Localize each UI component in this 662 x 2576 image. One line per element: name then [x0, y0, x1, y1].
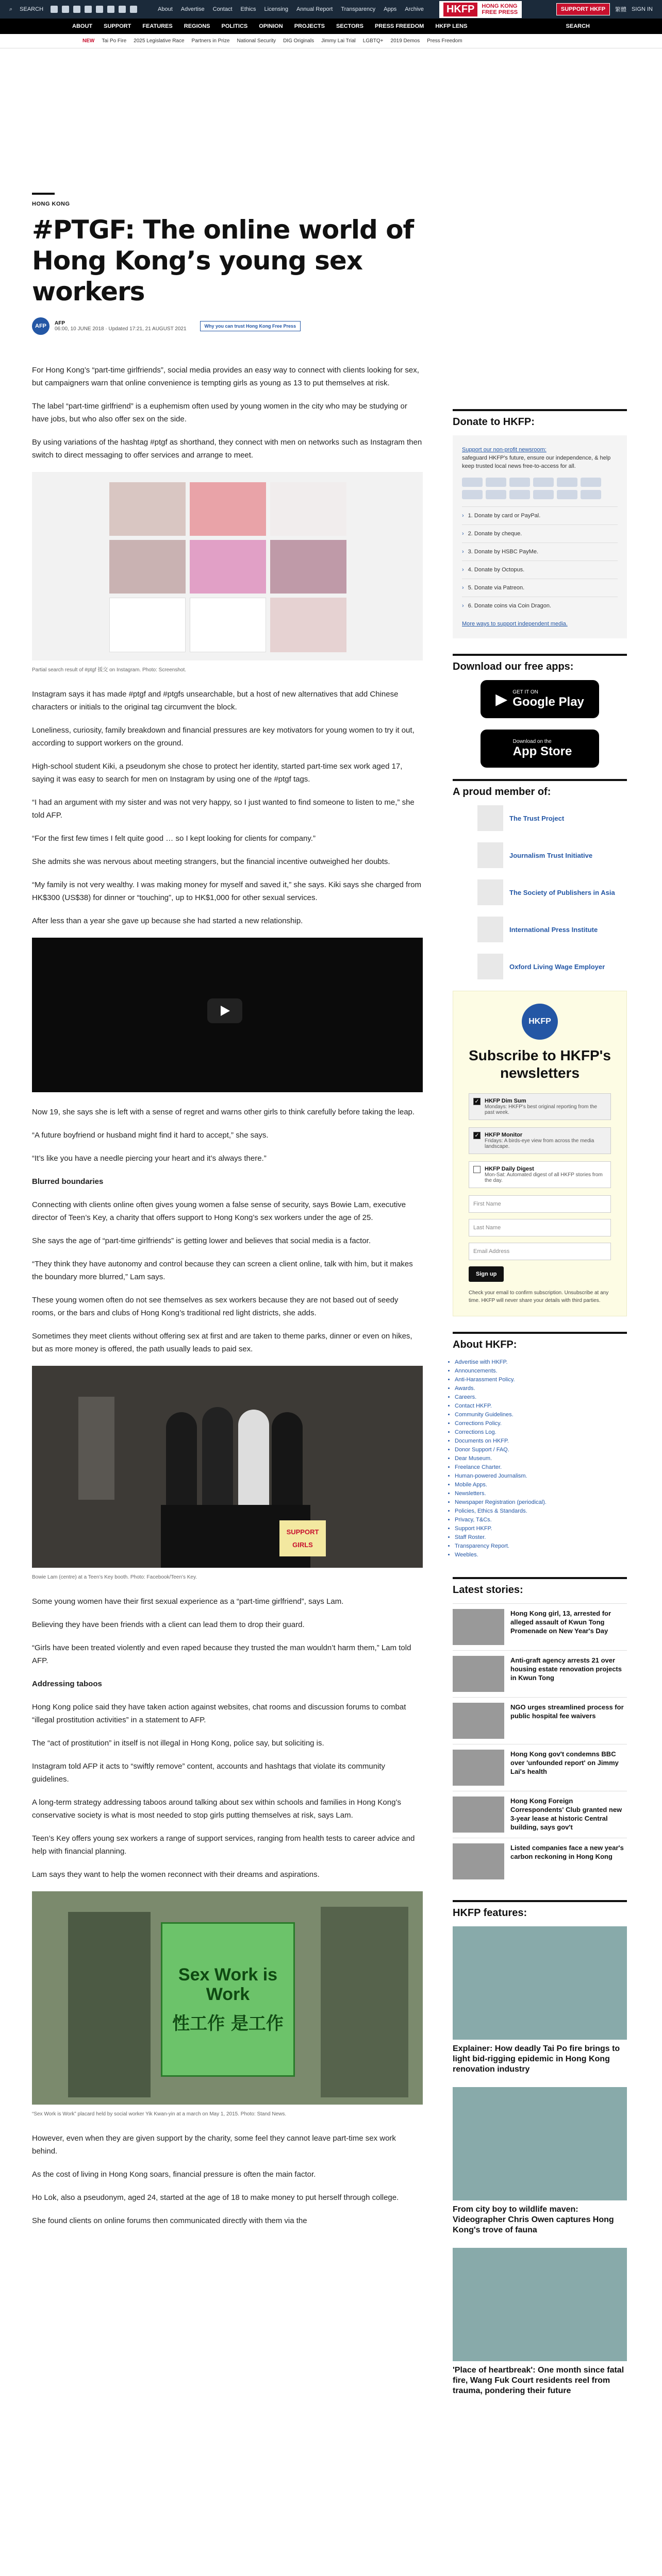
- sign-in-link[interactable]: SIGN IN: [632, 6, 653, 12]
- newsletter-option[interactable]: [469, 1093, 611, 1120]
- article-paragraph: Loneliness, curiosity, family breakdown and financial pressures are key motivators for young women to try it out, according to support workers on the ground.: [32, 726, 415, 748]
- feature-image: [453, 2248, 627, 2361]
- top-link[interactable]: Archive: [405, 6, 424, 12]
- ticker-item[interactable]: LGBTQ+: [362, 38, 384, 44]
- patreon-icon: [533, 490, 554, 499]
- article-paragraph: However, even when they are given support by the charity, some feel they cannot leave part-time sex work behind.: [32, 2134, 396, 2156]
- about-link[interactable]: • Newsletters.: [455, 1489, 627, 1498]
- newsletter-option[interactable]: [469, 1127, 611, 1154]
- article-paragraph: For Hong Kong’s “part-time girlfriends”, social media provides an easy way to connect with clients looking for sex, but campaigners warn that online convenience is tempting girls as young as 13 to put themselves at risk.: [32, 366, 419, 387]
- app-store-button[interactable]: Download on the App Store: [481, 730, 599, 768]
- article-paragraph: Instagram says it has made #ptgf and #ptgfs unsearchable, but a host of new alternatives that add Chinese characters or initials to the original tag circumvent the block.: [32, 690, 399, 711]
- member-logo: [477, 954, 503, 979]
- placard-english: Sex Work is Work: [178, 1965, 278, 2004]
- top-utility-bar: [0, 0, 662, 19]
- donate-option-label: 5. Donate via Patreon.: [468, 585, 525, 591]
- top-link[interactable]: About: [158, 6, 173, 12]
- feature-title[interactable]: Explainer: How deadly Tai Po fire brings to light bid-rigging epidemic in Hong Kong renovation industry: [453, 2044, 620, 2074]
- article-paragraph: The label “part-time girlfriend” is a euphemism often used by young women in the city who may be studying or have jobs, but who also offer sex on the side.: [32, 402, 407, 423]
- donate-option-label: 2. Donate by cheque.: [468, 531, 522, 537]
- google-play-button[interactable]: ▶ GET IT ON Google Play: [481, 680, 599, 718]
- section-label[interactable]: HONG KONG: [32, 201, 70, 207]
- new-label: NEW: [82, 38, 95, 44]
- article-paragraph: Ho Lok, also a pseudonym, aged 24, started at the age of 18 to make money to put herself through college.: [32, 2193, 399, 2202]
- member-item[interactable]: [477, 917, 627, 942]
- top-link[interactable]: Advertise: [180, 6, 205, 12]
- payment-icons: [462, 478, 618, 499]
- donate-option[interactable]: [462, 561, 618, 579]
- ticker-item[interactable]: Tai Po Fire: [102, 38, 127, 44]
- article-paragraph: These young women often do not see themselves as sex workers because they are not based out of seedy rooms, or the bars and clubs of Hong Kong’s traditional red light districts, she adds.: [32, 1296, 399, 1317]
- story-title[interactable]: Anti-graft agency arrests 21 over housing estate renovation projects in Kwun Tong: [510, 1656, 622, 1682]
- story-thumbnail: [453, 1750, 504, 1786]
- google-play-icon: ▶: [495, 690, 508, 708]
- top-link[interactable]: Contact: [212, 6, 233, 12]
- donate-option[interactable]: [462, 543, 618, 561]
- newsletter-checkbox[interactable]: ✓: [473, 1132, 481, 1139]
- about-link[interactable]: • Community Guidelines.: [455, 1411, 627, 1419]
- article-paragraph: Teen’s Key offers young sex workers a range of support services, ranging from health tests to career advice and help with financial planning.: [32, 1834, 415, 1856]
- about-link[interactable]: • Weebles.: [455, 1551, 627, 1560]
- main-nav: [0, 19, 662, 34]
- subheading-blurred-boundaries: Blurred boundaries: [32, 1177, 104, 1186]
- story-thumbnail: [453, 1797, 504, 1833]
- byline: [32, 317, 423, 335]
- donate-text: safeguard HKFP's future, ensure our independence, & help keep trusted local news free-to-access for all.: [462, 455, 611, 469]
- article-paragraph: The “act of prostitution” in itself is not illegal in Hong Kong, police say, but soliciting is.: [32, 1739, 324, 1748]
- article-title: #PTGF: The online world of Hong Kong’s young sex workers: [32, 215, 414, 307]
- more-ways-link[interactable]: More ways to support independent media.: [462, 621, 568, 627]
- ticker-item[interactable]: 2019 Demos: [390, 38, 420, 44]
- top-links: [158, 6, 424, 12]
- top-link[interactable]: Licensing: [264, 6, 288, 12]
- email-field[interactable]: Email Address: [469, 1243, 611, 1260]
- about-link[interactable]: • Corrections Policy.: [455, 1419, 627, 1428]
- logo-text: HONG KONG FREE PRESS: [482, 3, 518, 15]
- story-title[interactable]: Hong Kong Foreign Correspondents' Club granted new 3-year lease at historic Central building, says gov't: [510, 1797, 622, 1831]
- member-name: The Society of Publishers in Asia: [509, 888, 615, 896]
- nav-item[interactable]: HKFP LENS: [435, 23, 468, 29]
- arrow-right-icon: ›: [462, 603, 464, 609]
- arrow-right-icon: ›: [462, 567, 464, 573]
- member-logo: [477, 805, 503, 831]
- ticker-item[interactable]: Jimmy Lai Trial: [321, 38, 356, 44]
- latest-title: Latest stories:: [453, 1577, 627, 1596]
- donate-option[interactable]: [462, 597, 618, 615]
- logo-mark: HKFP: [443, 3, 477, 16]
- article-paragraph: As the cost of living in Hong Kong soars, financial pressure is often the main factor.: [32, 2170, 316, 2179]
- member-logo: [477, 917, 503, 942]
- donate-option[interactable]: [462, 524, 618, 543]
- feature-title[interactable]: From city boy to wildlife maven: Videographer Chris Owen captures Hong Kong's trove of fauna: [453, 2205, 614, 2234]
- donate-option-label: 3. Donate by HSBC PayMe.: [468, 549, 539, 555]
- nav-item[interactable]: PROJECTS: [294, 23, 325, 29]
- donate-option[interactable]: [462, 579, 618, 597]
- about-link[interactable]: • Awards.: [455, 1384, 627, 1393]
- latest-story[interactable]: [453, 1744, 627, 1791]
- nav-item[interactable]: REGIONS: [184, 23, 210, 29]
- arrow-right-icon: ›: [462, 585, 464, 591]
- nav-item[interactable]: OPINION: [259, 23, 283, 29]
- article-paragraph: “I had an argument with my sister and was not very happy, so I just wanted to find someone to listen to me,” she told AFP.: [32, 798, 415, 820]
- ticker-item[interactable]: Partners in Prize: [191, 38, 230, 44]
- member-name: The Trust Project: [509, 814, 565, 822]
- member-name: Oxford Living Wage Employer: [509, 962, 605, 971]
- linkedin-icon[interactable]: [130, 6, 137, 13]
- placard-chinese: 性工作 是工作: [172, 2013, 284, 2034]
- first-name-field[interactable]: First Name: [469, 1195, 611, 1213]
- about-link[interactable]: • Corrections Log.: [455, 1428, 627, 1437]
- alipay-icon: [557, 490, 577, 499]
- search-link[interactable]: SEARCH: [20, 6, 44, 12]
- about-link[interactable]: • Contact HKFP.: [455, 1402, 627, 1411]
- article-paragraph: She admits she was nervous about meeting strangers, but the financial incentive outweighed her doubts.: [32, 857, 390, 866]
- article-paragraph: Now 19, she says she is left with a sense of regret and warns other girls to think carefully before taking the leap.: [32, 1108, 415, 1116]
- story-title[interactable]: Hong Kong girl, 13, arrested for alleged assault of Kwun Tong Promenade on New Year's Day: [510, 1609, 611, 1635]
- about-link[interactable]: • Mobile Apps.: [455, 1481, 627, 1489]
- donate-box: [453, 435, 627, 638]
- sex-work-placard-image: [32, 1891, 423, 2105]
- twitter-icon[interactable]: [62, 6, 69, 13]
- article-paragraph: Hong Kong police said they have taken action against websites, chat rooms and discussion forums to combat “illegal prostitution activities” in a statement to AFP.: [32, 1703, 406, 1724]
- newsletter-logo: HKFP: [522, 1004, 558, 1040]
- ticker-item[interactable]: DIG Originals: [283, 38, 315, 44]
- about-link[interactable]: • Policies, Ethics & Standards.: [455, 1507, 627, 1516]
- social-icons: [51, 6, 137, 13]
- nav-item[interactable]: PRESS FREEDOM: [374, 23, 424, 29]
- article-paragraph: Lam says they want to help the women reconnect with their dreams and aspirations.: [32, 1870, 320, 1879]
- sidebar: [453, 409, 627, 2409]
- top-link[interactable]: Ethics: [240, 6, 256, 12]
- donate-link[interactable]: Support our non-profit newsroom:: [462, 447, 547, 453]
- top-link[interactable]: Transparency: [341, 6, 376, 12]
- nav-item[interactable]: POLITICS: [221, 23, 248, 29]
- features-title: HKFP features:: [453, 1900, 627, 1919]
- article-body: [32, 364, 423, 2227]
- article-paragraph: Some young women have their first sexual experience as a “part-time girlfriend”, says Lam.: [32, 1597, 344, 1606]
- chinese-site-link[interactable]: 繁體: [615, 7, 627, 13]
- arrow-right-icon: ›: [462, 549, 464, 555]
- amex-icon: [509, 478, 530, 487]
- article-paragraph: “For the first few times I felt quite good … so I kept looking for clients for company.”: [32, 834, 316, 843]
- about-link[interactable]: • Freelance Charter.: [455, 1463, 627, 1472]
- member-title: A proud member of:: [453, 779, 627, 798]
- jcb-icon: [533, 478, 554, 487]
- article-paragraph: “Girls have been treated violently and even raped because they trusted the man wouldn’t harm them,” Lam told AFP.: [32, 1643, 411, 1665]
- member-name: International Press Institute: [509, 925, 598, 934]
- feature-image: [453, 1926, 627, 2040]
- article-paragraph: Believing they have been friends with a client can lead them to drop their guard.: [32, 1620, 305, 1629]
- visa-icon: [462, 478, 483, 487]
- member-item[interactable]: [477, 954, 627, 979]
- fps-icon: [509, 490, 530, 499]
- latest-story[interactable]: [453, 1650, 627, 1697]
- article-paragraph: Instagram told AFP it acts to “swiftly remove” content, accounts and hashtags that violate its community guidelines.: [32, 1762, 386, 1784]
- story-thumbnail: [453, 1703, 504, 1739]
- member-logo: [477, 842, 503, 868]
- article-paragraph: A long-term strategy addressing taboos around talking about sex within schools and families in Hong Kong’s conservative society is what is most needed to stop girls putting themselves at risk, says Lam.: [32, 1798, 401, 1820]
- donate-option-label: 4. Donate by Octopus.: [468, 567, 525, 573]
- author-avatar: AFP: [32, 317, 49, 335]
- youtube-icon[interactable]: [96, 6, 103, 13]
- mastercard-icon: [486, 478, 506, 487]
- play-icon[interactable]: [207, 998, 242, 1023]
- article-paragraph: After less than a year she gave up because she had started a new relationship.: [32, 917, 303, 925]
- nav-item[interactable]: SECTORS: [336, 23, 363, 29]
- apps-title: Download our free apps:: [453, 654, 627, 673]
- story-title[interactable]: NGO urges streamlined process for public hospital fee waivers: [510, 1703, 624, 1720]
- article-dates: 06:00, 10 JUNE 2018 · Updated 17:21, 21 AUGUST 2021: [55, 326, 187, 332]
- story-thumbnail: [453, 1656, 504, 1692]
- latest-story[interactable]: [453, 1603, 627, 1650]
- about-link[interactable]: • Human-powered Journalism.: [455, 1472, 627, 1481]
- facebook-icon[interactable]: [51, 6, 58, 13]
- nav-item[interactable]: SUPPORT: [104, 23, 131, 29]
- newsletter-name: HKFP Dim Sum: [485, 1098, 526, 1104]
- about-link[interactable]: • Advertise with HKFP.: [455, 1358, 627, 1367]
- arrow-right-icon: ›: [462, 513, 464, 519]
- newsletter-desc: Fridays: A birds-eye view from across the media landscape.: [485, 1138, 594, 1149]
- newsletter-desc: Mon-Sat: Automated digest of all HKFP stories from the day.: [485, 1172, 603, 1183]
- latest-story[interactable]: [453, 1838, 627, 1885]
- nav-search[interactable]: SEARCH: [566, 23, 590, 29]
- about-link[interactable]: • Donor Support / FAQ.: [455, 1446, 627, 1454]
- support-hkfp-button[interactable]: SUPPORT HKFP: [556, 3, 610, 15]
- trust-button[interactable]: Why you can trust Hong Kong Free Press: [200, 321, 301, 331]
- payme-icon: [462, 490, 483, 499]
- donate-title: Donate to HKFP:: [453, 409, 627, 428]
- member-logo: [477, 879, 503, 905]
- article-paragraph: “They think they have autonomy and control because they can screen a client online, talk with him, but it makes the boundary more blurred,” Lam says.: [32, 1260, 413, 1281]
- latest-story[interactable]: [453, 1791, 627, 1838]
- teens-key-booth-image: [32, 1366, 423, 1568]
- about-link[interactable]: • Careers.: [455, 1393, 627, 1402]
- nav-item[interactable]: ABOUT: [72, 23, 93, 29]
- about-list: [453, 1358, 627, 1560]
- newsletter-option[interactable]: [469, 1161, 611, 1188]
- last-name-field[interactable]: Last Name: [469, 1219, 611, 1236]
- member-item[interactable]: [477, 805, 627, 831]
- instagram-screenshot-image: [32, 472, 423, 660]
- ticker-item[interactable]: 2025 Legislative Race: [134, 38, 185, 44]
- threads-icon[interactable]: [85, 6, 92, 13]
- email-icon[interactable]: [119, 6, 126, 13]
- subheading-addressing-taboos: Addressing taboos: [32, 1680, 102, 1688]
- about-title: About HKFP:: [453, 1332, 627, 1351]
- member-item[interactable]: [477, 879, 627, 905]
- story-title[interactable]: Hong Kong gov't condemns BBC over 'unfounded report' on Jimmy Lai's health: [510, 1750, 619, 1775]
- about-link[interactable]: • Documents on HKFP.: [455, 1437, 627, 1446]
- about-link[interactable]: • Transparency Report.: [455, 1542, 627, 1551]
- newsletter-checkbox[interactable]: [473, 1166, 481, 1173]
- article-paragraph: Connecting with clients online often gives young women a false sense of security, says Bowie Lam, executive director of Teen’s Key, a charity that offers support to Hong Kong’s sex workers under the age of 25.: [32, 1200, 406, 1222]
- donate-option[interactable]: [462, 506, 618, 524]
- telegram-icon[interactable]: [107, 6, 114, 13]
- image-caption: Bowie Lam (centre) at a Teen’s Key booth. Photo: Facebook/Teen’s Key.: [32, 1574, 197, 1580]
- feature-image: [453, 2087, 627, 2200]
- article-paragraph: She says the age of “part-time girlfriends” is getting lower and believes that social media is a factor.: [32, 1236, 371, 1245]
- newsletter-name: HKFP Monitor: [485, 1132, 523, 1138]
- member-name: Journalism Trust Initiative: [509, 851, 593, 859]
- article-paragraph: “My family is not very wealthy. I was making money for myself and saved it,” she says. Kiki says she charged from HK$300 (US$38) for dinner or “touching”, up to HK$1,000 for other sexual services.: [32, 880, 421, 902]
- article-paragraph: High-school student Kiki, a pseudonym she chose to protect her identity, started part-time sex work aged 17, saying it was easy to search for men on Instagram by using one of the #ptgf tags.: [32, 762, 403, 784]
- ticker-item[interactable]: National Security: [237, 38, 276, 44]
- arrow-right-icon: ›: [462, 531, 464, 537]
- story-thumbnail: [453, 1843, 504, 1879]
- article-paragraph: Sometimes they meet clients without offering sex at first and are taken to theme parks, dinner or even on hikes, but as more money is offered, the path usually leads to paid sex.: [32, 1332, 412, 1353]
- newsletter-desc: Mondays: HKFP's best original reporting from the past week.: [485, 1104, 598, 1115]
- about-link[interactable]: • Dear Museum.: [455, 1454, 627, 1463]
- donate-option-label: 1. Donate by card or PayPal.: [468, 513, 541, 519]
- story-thumbnail: [453, 1609, 504, 1645]
- donate-option-label: 6. Donate coins via Coin Dragon.: [468, 603, 552, 609]
- about-link[interactable]: • Anti-Harassment Policy.: [455, 1376, 627, 1384]
- top-link[interactable]: Apps: [384, 6, 397, 12]
- newsletter-signup: [453, 991, 627, 1316]
- feature-title[interactable]: 'Place of heartbreak': One month since fatal fire, Wang Fuk Court residents reel from trauma, pondering their future: [453, 2366, 624, 2395]
- site-logo[interactable]: [439, 1, 522, 18]
- member-item[interactable]: [477, 842, 627, 868]
- newsletter-note: Check your email to confirm subscription. Unsubscribe at any time. HKFP will never share your details with third parties.: [469, 1290, 609, 1303]
- feature-story[interactable]: [453, 2248, 627, 2396]
- about-link[interactable]: • Staff Roster.: [455, 1533, 627, 1542]
- article-paragraph: By using variations of the hashtag #ptgf as shorthand, they connect with men on networks such as Instagram then switch to direct messaging to offer services and arrange to meet.: [32, 438, 422, 460]
- article-paragraph: “It’s like you have a needle piercing your heart and it’s always there.”: [32, 1154, 267, 1163]
- newsletter-name: HKFP Daily Digest: [485, 1166, 534, 1172]
- video-player[interactable]: [32, 938, 423, 1092]
- octopus-icon: [486, 490, 506, 499]
- article: [32, 193, 423, 2238]
- about-link[interactable]: • Newspaper Registration (periodical).: [455, 1498, 627, 1507]
- about-link[interactable]: • Announcements.: [455, 1367, 627, 1376]
- ticker-item[interactable]: Press Freedom: [427, 38, 462, 44]
- paypal-icon: [581, 478, 601, 487]
- latest-story[interactable]: [453, 1697, 627, 1744]
- sign-up-button[interactable]: Sign up: [469, 1266, 504, 1282]
- support-girls-sign: SUPPORT GIRLS: [279, 1520, 326, 1556]
- article-paragraph: “A future boyfriend or husband might find it hard to accept,” she says.: [32, 1131, 269, 1140]
- search-icon[interactable]: ⌕: [9, 6, 13, 12]
- feature-story[interactable]: [453, 2087, 627, 2235]
- newsletter-title: Subscribe to HKFP's newsletters: [469, 1047, 611, 1081]
- image-caption: Partial search result of #ptgf 援交 on Instagram. Photo: Screenshot.: [32, 667, 187, 673]
- newsletter-checkbox[interactable]: ✓: [473, 1098, 481, 1105]
- wechat-pay-icon: [581, 490, 601, 499]
- nav-item[interactable]: FEATURES: [142, 23, 173, 29]
- story-title[interactable]: Listed companies face a new year's carbon reckoning in Hong Kong: [510, 1844, 624, 1860]
- article-paragraph: She found clients on online forums then communicated directly with them via the: [32, 2216, 307, 2225]
- feature-story[interactable]: [453, 1926, 627, 2075]
- about-link[interactable]: • Support HKFP.: [455, 1524, 627, 1533]
- unionpay-icon: [557, 478, 577, 487]
- about-link[interactable]: • Privacy, T&Cs.: [455, 1516, 627, 1524]
- topic-ticker: [0, 34, 662, 48]
- top-link[interactable]: Annual Report: [296, 6, 333, 12]
- image-caption: “Sex Work is Work” placard held by social worker Yik Kwan-yin at a march on May 1, 2015. Photo: Stand News.: [32, 2111, 287, 2117]
- author-name[interactable]: AFP: [55, 320, 65, 326]
- instagram-icon[interactable]: [73, 6, 80, 13]
- section-rule: [32, 193, 55, 195]
